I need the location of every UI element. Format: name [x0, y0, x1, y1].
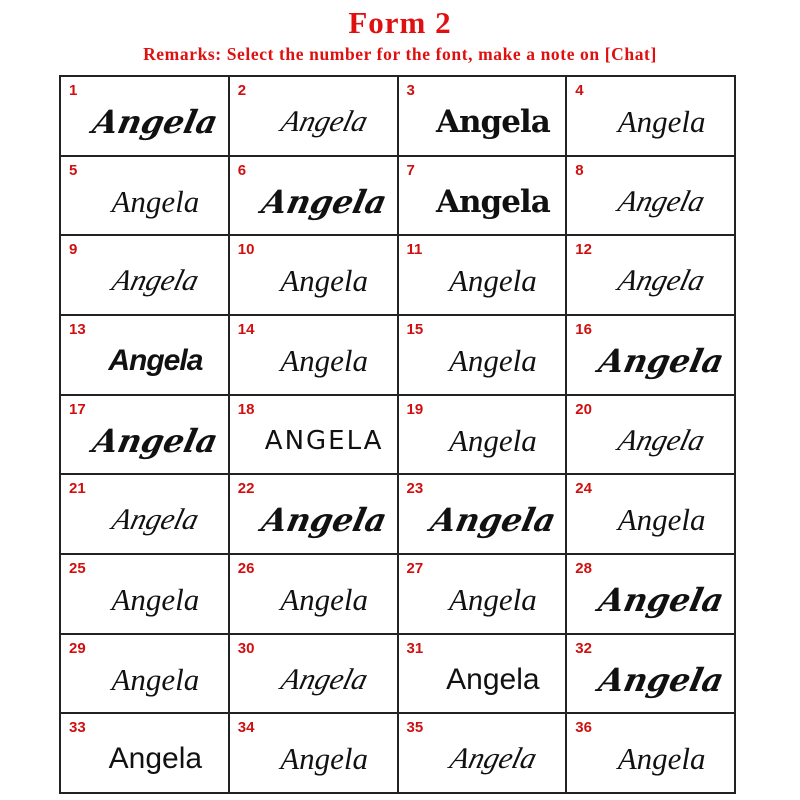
font-option-26[interactable]	[230, 555, 399, 635]
font-number: 18	[237, 400, 255, 418]
font-sample: Angela	[108, 503, 203, 537]
font-number: 4	[575, 82, 584, 99]
font-sample: Angela	[595, 580, 728, 619]
font-option-12[interactable]	[567, 236, 736, 316]
font-option-7[interactable]	[399, 157, 568, 237]
font-option-20[interactable]	[567, 396, 736, 476]
font-option-25[interactable]	[61, 555, 230, 635]
font-number: 12	[575, 241, 592, 259]
font-number: 27	[406, 559, 424, 577]
font-sample: Angela	[448, 342, 537, 378]
font-option-5[interactable]	[61, 157, 230, 237]
font-sample: Angela	[448, 581, 537, 617]
font-number: 31	[406, 639, 424, 657]
font-option-21[interactable]	[61, 475, 230, 555]
font-sample: Angela	[448, 263, 537, 299]
font-option-31[interactable]	[399, 635, 568, 715]
font-number: 23	[406, 480, 424, 498]
form-title: Form 2	[348, 5, 452, 40]
font-sample: Angela	[446, 662, 540, 696]
font-option-15[interactable]	[399, 316, 568, 396]
font-number: 24	[575, 480, 592, 498]
font-option-13[interactable]	[61, 316, 230, 396]
font-option-30[interactable]	[230, 635, 399, 715]
remarks-text: Remarks: Select the number for the font, make a note on [Chat]	[143, 44, 657, 64]
font-number: 14	[237, 320, 255, 338]
font-number: 20	[575, 400, 592, 418]
font-option-9[interactable]	[61, 236, 230, 316]
font-option-36[interactable]	[567, 714, 736, 794]
font-number: 29	[69, 639, 86, 657]
font-number: 28	[575, 559, 592, 577]
font-sample: Angela	[595, 660, 728, 699]
font-option-33[interactable]	[61, 714, 230, 794]
font-option-10[interactable]	[230, 236, 399, 316]
font-number: 15	[406, 320, 424, 338]
font-number: 1	[69, 82, 78, 99]
font-number: 11	[406, 241, 423, 259]
font-number: 25	[69, 559, 86, 577]
font-sample: Angela	[280, 741, 369, 777]
font-number: 6	[237, 161, 247, 179]
font-number: 8	[575, 161, 584, 179]
font-sample: Angela	[448, 422, 537, 458]
font-number: 2	[237, 82, 247, 99]
font-sample: Angela	[108, 343, 203, 377]
font-number: 10	[237, 241, 255, 259]
font-number: 32	[575, 639, 592, 657]
font-number: 21	[69, 480, 86, 498]
font-option-11[interactable]	[399, 236, 568, 316]
font-option-16[interactable]	[567, 316, 736, 396]
font-sample: Angela	[108, 264, 203, 298]
font-option-22[interactable]	[230, 475, 399, 555]
font-option-23[interactable]	[399, 475, 568, 555]
font-option-29[interactable]	[61, 635, 230, 715]
font-sample: ANGELA	[264, 425, 384, 456]
font-sample: Angela	[111, 661, 200, 697]
font-sample: Angela	[111, 581, 200, 617]
font-number: 19	[406, 400, 424, 418]
font-option-24[interactable]	[567, 475, 736, 555]
font-sample: Angela	[615, 184, 709, 218]
font-option-14[interactable]	[230, 316, 399, 396]
font-sample: Angela	[280, 581, 369, 617]
font-option-18[interactable]	[230, 396, 399, 476]
font-number: 34	[237, 719, 255, 737]
font-option-34[interactable]	[230, 714, 399, 794]
font-option-19[interactable]	[399, 396, 568, 476]
font-sample: Angela	[617, 741, 706, 777]
font-sample: Angela	[446, 742, 540, 776]
font-sample: Angela	[108, 742, 203, 776]
font-sample: Angela	[435, 104, 550, 140]
font-number: 16	[575, 320, 592, 338]
font-number: 5	[69, 161, 78, 179]
font-sample: Angela	[595, 341, 728, 380]
font-sample: Angela	[617, 104, 706, 139]
font-sample: Angela	[615, 264, 709, 298]
font-number: 36	[575, 719, 592, 737]
font-sample: Angela	[89, 421, 222, 460]
font-option-3[interactable]	[399, 77, 568, 157]
font-option-28[interactable]	[567, 555, 736, 635]
font-number: 13	[69, 320, 86, 338]
font-sample: Angela	[426, 501, 559, 540]
font-sample: Angela	[89, 103, 222, 141]
font-option-27[interactable]	[399, 555, 568, 635]
font-sample: Angela	[111, 183, 200, 219]
font-number: 33	[69, 719, 86, 737]
font-sample: Angela	[277, 105, 371, 138]
font-sample: Angela	[258, 501, 391, 540]
font-grid	[59, 75, 736, 794]
font-option-32[interactable]	[567, 635, 736, 715]
font-sample: Angela	[280, 342, 369, 378]
font-number: 30	[237, 639, 255, 657]
font-sample: Angela	[280, 263, 369, 299]
font-number: 26	[237, 559, 255, 577]
font-sample: Angela	[435, 183, 550, 220]
font-sample: Angela	[258, 182, 391, 221]
font-option-17[interactable]	[61, 396, 230, 476]
font-option-35[interactable]	[399, 714, 568, 794]
font-sample: Angela	[617, 502, 706, 538]
font-number: 35	[406, 719, 424, 737]
font-sample: Angela	[615, 423, 709, 457]
font-number: 17	[69, 400, 86, 418]
font-option-6[interactable]	[230, 157, 399, 237]
font-number: 9	[69, 241, 78, 259]
font-option-1[interactable]	[61, 77, 230, 157]
font-number: 22	[237, 480, 255, 498]
font-option-8[interactable]	[567, 157, 736, 237]
font-sample: Angela	[277, 662, 371, 696]
font-number: 7	[406, 161, 415, 179]
font-number: 3	[406, 82, 415, 99]
font-option-4[interactable]	[567, 77, 736, 157]
font-option-2[interactable]	[230, 77, 399, 157]
